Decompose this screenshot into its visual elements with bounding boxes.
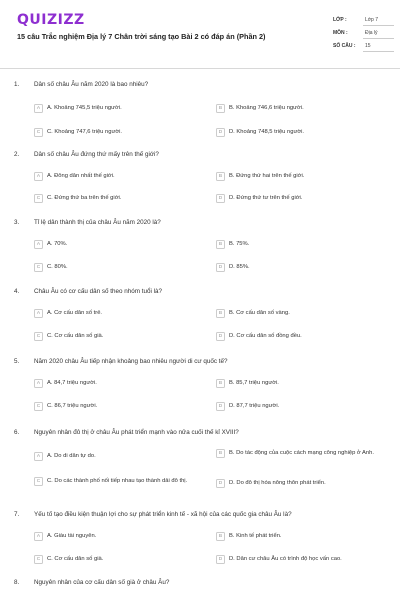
meta-row-subject — [333, 27, 388, 40]
question-number: 8. — [14, 579, 20, 586]
option-key-box: C — [34, 555, 43, 564]
question-text: Nguyên nhân đô thị ở châu Âu phát triển mạnh vào nửa cuối thế kỉ XVIII? — [34, 429, 239, 436]
option-text: A. Đông dân nhất thế giới. — [47, 173, 115, 179]
question-number: 7. — [14, 511, 20, 518]
option-key-box: C — [34, 194, 43, 203]
option-key-box: D — [216, 194, 225, 203]
option-key-box: D — [216, 332, 225, 341]
option-key-box: D — [216, 402, 225, 411]
question-number: 5. — [14, 358, 20, 365]
meta-label: MÔN : — [333, 30, 348, 36]
meta-underline — [363, 51, 394, 52]
question-number: 1. — [14, 81, 20, 88]
option-text: B. 75%. — [229, 241, 250, 247]
option-key-box: B — [216, 240, 225, 249]
question-text: Yếu tố tạo điều kiện thuận lợi cho sự phát triển kinh tế - xã hội của các quốc gia châu Âu là? — [34, 511, 292, 518]
question-text: Nguyên nhân của cơ cấu dân số già ở châu Âu? — [34, 579, 170, 586]
option-text: C. Khoảng 747,6 triệu người. — [47, 129, 123, 135]
meta-label: LỚP : — [333, 17, 347, 23]
option-key-box: B — [216, 449, 225, 458]
meta-label: SỐ CÂU : — [333, 43, 356, 49]
option-key-box: B — [216, 532, 225, 541]
option-text: C. Cơ cấu dân số già. — [47, 556, 104, 562]
meta-row-count — [333, 40, 388, 53]
option-text: B. Do tác động của cuộc cách mạng công nghiệp ở Anh. — [229, 450, 374, 456]
option-text: A. Do di dân tự do. — [47, 453, 96, 459]
meta-underline — [363, 25, 394, 26]
option-text: D. Dân cư châu Âu có trình độ học vấn cao. — [229, 556, 342, 562]
meta-info — [333, 14, 388, 53]
option-text: A. Khoảng 745,5 triệu người. — [47, 105, 122, 111]
option-text: A. 70%. — [47, 241, 68, 247]
option-text: D. 85%. — [229, 264, 250, 270]
option-key-box: A — [34, 172, 43, 181]
question-number: 6. — [14, 429, 20, 436]
question-text: Châu Âu có cơ cấu dân số theo nhóm tuổi là? — [34, 288, 163, 295]
option-text: A. Cơ cấu dân số trẻ. — [47, 310, 103, 316]
option-text: D. Đứng thứ tư trên thế giới. — [229, 195, 303, 201]
header-divider — [0, 68, 400, 69]
worksheet-header — [0, 0, 400, 66]
question-number: 4. — [14, 288, 20, 295]
option-key-box: D — [216, 263, 225, 272]
question-number: 3. — [14, 219, 20, 226]
option-key-box: A — [34, 379, 43, 388]
meta-value: 15 — [365, 43, 371, 49]
meta-value: Địa lý — [365, 30, 378, 36]
quizizz-logo: QUIZIZZ — [17, 12, 85, 28]
option-key-box: D — [216, 555, 225, 564]
question-text: Dân số châu Âu năm 2020 là bao nhiêu? — [34, 81, 149, 88]
question-number: 2. — [14, 151, 20, 158]
option-key-box: B — [216, 172, 225, 181]
option-key-box: A — [34, 452, 43, 461]
option-key-box: B — [216, 104, 225, 113]
option-key-box: D — [216, 128, 225, 137]
option-text: A. 84,7 triệu người. — [47, 380, 97, 386]
option-key-box: C — [34, 402, 43, 411]
option-key-box: C — [34, 332, 43, 341]
option-text: C. Đứng thứ ba trên thế giới. — [47, 195, 122, 201]
option-text: C. 86,7 triệu người. — [47, 403, 98, 409]
page-title: 15 câu Trắc nghiệm Địa lý 7 Chân trời sáng tạo Bài 2 có đáp án (Phần 2) — [17, 32, 266, 41]
meta-underline — [363, 38, 394, 39]
option-key-box: A — [34, 240, 43, 249]
option-key-box: D — [216, 479, 225, 488]
option-text: B. Cơ cấu dân số vàng. — [229, 310, 290, 316]
option-text: D. Do đô thị hóa nông thôn phát triển. — [229, 480, 326, 486]
option-text: B. 85,7 triệu người. — [229, 380, 279, 386]
option-text: C. Do các thành phố nối tiếp nhau tạo thành dải đô thị. — [47, 478, 188, 484]
option-text: D. Khoảng 748,5 triệu người. — [229, 129, 305, 135]
option-text: B. Đứng thứ hai trên thế giới. — [229, 173, 305, 179]
option-text: C. Cơ cấu dân số già. — [47, 333, 104, 339]
option-key-box: A — [34, 104, 43, 113]
option-text: B. Kinh tế phát triển. — [229, 533, 282, 539]
question-text: Năm 2020 châu Âu tiếp nhận khoảng bao nhiêu người di cư quốc tế? — [34, 358, 228, 365]
option-text: D. 87,7 triệu người. — [229, 403, 280, 409]
option-key-box: C — [34, 477, 43, 486]
option-text: D. Cơ cấu dân số đồng đều. — [229, 333, 302, 339]
option-text: A. Giàu tài nguyên. — [47, 533, 97, 539]
question-text: Dân số châu Âu đứng thứ mấy trên thế giới? — [34, 151, 159, 158]
option-key-box: B — [216, 379, 225, 388]
question-text: Tỉ lệ dân thành thị của châu Âu năm 2020 là? — [34, 219, 161, 226]
meta-row-grade — [333, 14, 388, 27]
option-key-box: A — [34, 309, 43, 318]
option-key-box: C — [34, 263, 43, 272]
meta-value: Lớp 7 — [365, 17, 379, 23]
option-key-box: B — [216, 309, 225, 318]
option-key-box: C — [34, 128, 43, 137]
option-text: C. 80%. — [47, 264, 68, 270]
option-text: B. Khoảng 746,6 triệu người. — [229, 105, 304, 111]
option-key-box: A — [34, 532, 43, 541]
